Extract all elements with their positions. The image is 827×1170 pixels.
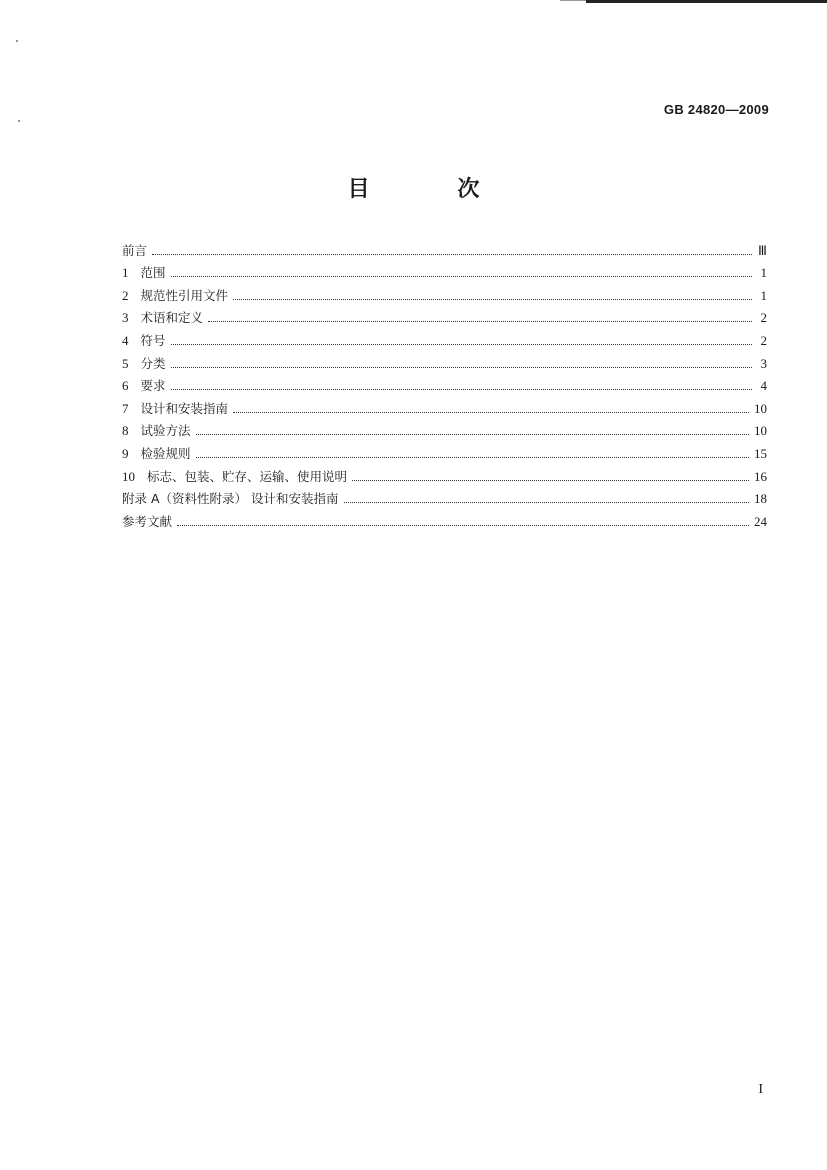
toc-entry-label <box>122 512 172 530</box>
toc-leader-dots <box>352 480 749 481</box>
toc-entry-label <box>122 331 166 349</box>
toc-entry[interactable] <box>122 417 767 440</box>
toc-entry-page: 10 <box>754 400 767 416</box>
toc-entry[interactable] <box>122 439 767 462</box>
toc-entry[interactable] <box>122 462 767 485</box>
standard-code: GB 24820—2009 <box>663 102 769 117</box>
toc-entry-label <box>122 263 166 281</box>
top-edge-line-thin <box>560 0 586 1</box>
toc-entry-label <box>122 444 191 462</box>
toc-entry-page: 2 <box>760 310 767 326</box>
toc-entry[interactable] <box>122 236 767 259</box>
toc-entry[interactable] <box>122 281 767 304</box>
toc-leader-dots <box>171 367 752 368</box>
toc-entry-label <box>122 354 166 372</box>
toc-leader-dots <box>171 344 752 345</box>
toc-entry-label <box>122 376 166 394</box>
toc-entry-label <box>122 399 228 417</box>
toc-leader-dots <box>344 502 750 503</box>
page-number: I <box>758 1082 763 1097</box>
toc-entry-number: 4 <box>122 332 129 348</box>
toc-entry-number: 10 <box>122 468 135 484</box>
toc-entry[interactable] <box>122 326 767 349</box>
toc-leader-dots <box>233 299 752 300</box>
toc-entry-number: 1 <box>122 265 129 281</box>
top-edge-line <box>586 0 827 3</box>
scan-speck <box>18 120 20 122</box>
toc-entry-title: 要求 <box>140 378 166 394</box>
toc-entry-label <box>122 241 147 259</box>
toc-leader-dots <box>196 457 749 458</box>
toc-entry[interactable] <box>122 372 767 395</box>
toc-entry-number: 6 <box>122 378 129 394</box>
toc-entry-label <box>122 421 191 439</box>
toc-entry[interactable] <box>122 349 767 372</box>
toc-entry-title: 设计和安装指南 <box>140 400 229 416</box>
table-of-contents <box>122 236 767 530</box>
toc-entry-number: 7 <box>122 400 129 416</box>
toc-entry-title: 附录 A（资料性附录） 设计和安装指南 <box>122 491 339 507</box>
toc-entry-title: 规范性引用文件 <box>140 287 229 303</box>
toc-entry[interactable] <box>122 394 767 417</box>
toc-entry-title: 参考文献 <box>122 513 173 529</box>
toc-entry-page: 2 <box>760 332 767 348</box>
scan-speck <box>16 40 18 42</box>
toc-entry-title: 检验规则 <box>140 445 191 461</box>
toc-leader-dots <box>171 389 752 390</box>
toc-entry-title: 前言 <box>122 242 148 258</box>
toc-entry-page: 4 <box>760 378 767 394</box>
toc-entry-number: 9 <box>122 445 129 461</box>
toc-entry-page: 1 <box>760 287 767 303</box>
toc-entry-page: 18 <box>754 491 767 507</box>
toc-entry-label <box>122 467 347 485</box>
toc-entry-page: 1 <box>760 265 767 281</box>
toc-entry-page: 3 <box>760 355 767 371</box>
toc-entry[interactable] <box>122 485 767 508</box>
toc-entry-number: 8 <box>122 423 129 439</box>
toc-entry[interactable] <box>122 304 767 327</box>
toc-entry-label <box>122 286 228 304</box>
toc-leader-dots <box>233 412 749 413</box>
toc-entry-title: 术语和定义 <box>140 310 204 326</box>
toc-entry-title: 标志、包装、贮存、运输、使用说明 <box>147 468 348 484</box>
toc-entry[interactable] <box>122 259 767 282</box>
toc-entry-title: 符号 <box>140 332 166 348</box>
toc-leader-dots <box>171 276 752 277</box>
toc-leader-dots <box>152 254 752 255</box>
toc-entry[interactable] <box>122 507 767 530</box>
toc-entry-label <box>122 489 339 507</box>
toc-entry-page: 24 <box>754 513 767 529</box>
toc-entry-title: 分类 <box>140 355 166 371</box>
toc-entry-number: 3 <box>122 310 129 326</box>
page-title: 目 次 <box>347 177 520 202</box>
toc-entry-page: 16 <box>754 468 767 484</box>
toc-entry-number: 5 <box>122 355 129 371</box>
toc-leader-dots <box>208 321 752 322</box>
toc-entry-title: 范围 <box>140 265 166 281</box>
toc-leader-dots <box>196 434 749 435</box>
toc-entry-number: 2 <box>122 287 129 303</box>
toc-leader-dots <box>177 525 749 526</box>
toc-entry-label <box>122 308 203 326</box>
toc-entry-title: 试验方法 <box>140 423 191 439</box>
toc-entry-page: Ⅲ <box>758 242 767 258</box>
toc-entry-page: 15 <box>754 445 767 461</box>
toc-entry-page: 10 <box>754 423 767 439</box>
